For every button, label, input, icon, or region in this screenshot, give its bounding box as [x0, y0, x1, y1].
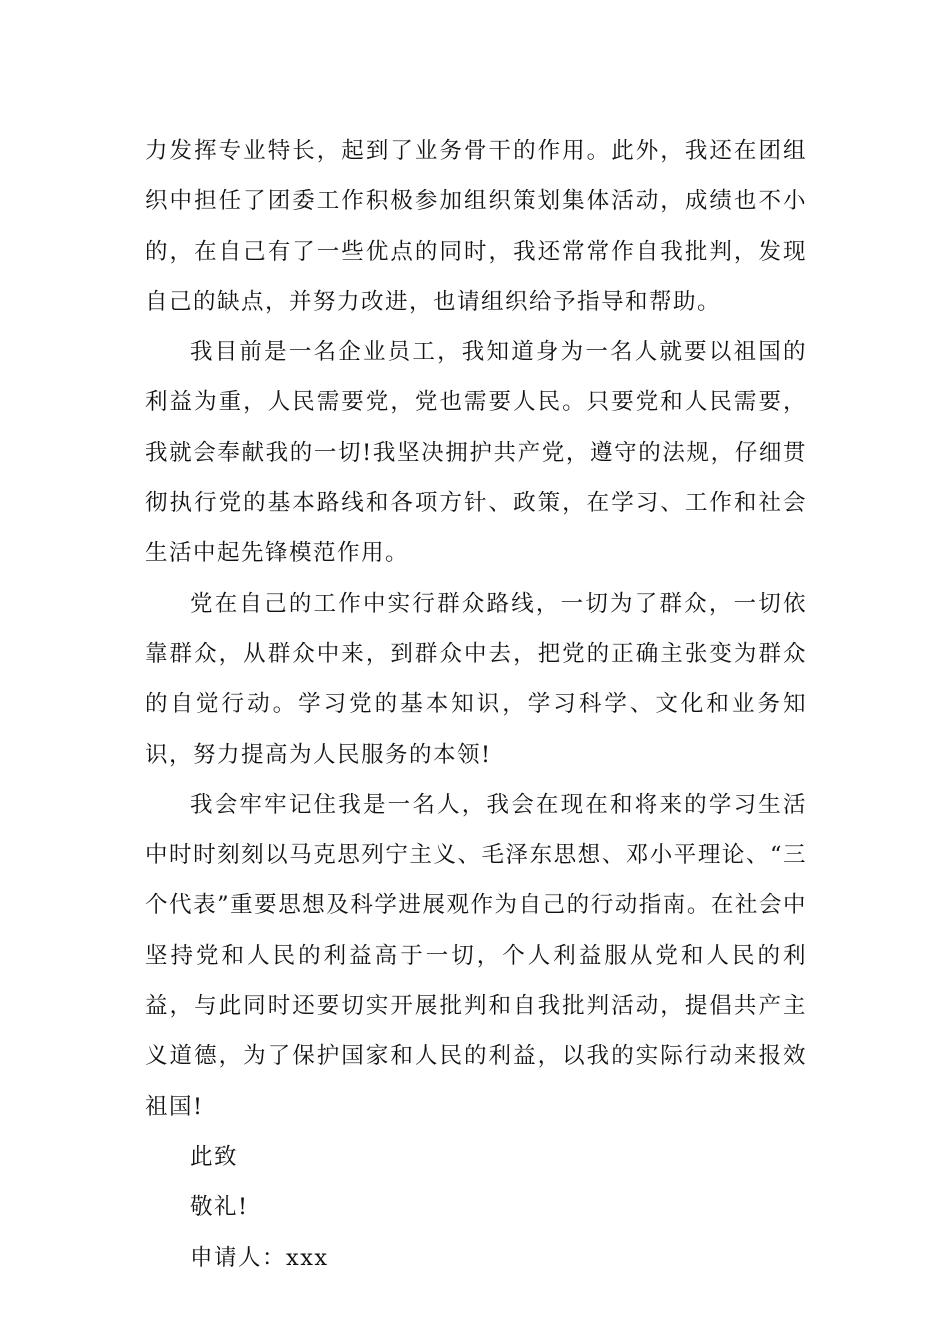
paragraph-3: 党在自己的工作中实行群众路线，一切为了群众，一切依靠群众，从群众中来，到群众中去，把党的正确主张变为群众的自觉行动。学习党的基本知识，学习科学、文化和业务知识，努力提高为人民服务的本领!	[145, 590, 807, 768]
paragraph-4: 我会牢牢记住我是一名人，我会在现在和将来的学习生活中时时刻刻以马克思列宁主义、毛泽东思想、邓小平理论、“三个代表”重要思想及科学进展观作为自己的行动指南。在社会中坚持党和人民的利益高于一切，个人利益服从党和人民的利益，与此同时还要切实开展批判和自我批判活动，提倡共产主义道德，为了保护国家和人民的利益，以我的实际行动来报效祖国!	[145, 791, 807, 1120]
paragraph-1: 力发挥专业特长，起到了业务骨干的作用。此外，我还在团组织中担任了团委工作积极参加组织策划集体活动，成绩也不小的，在自己有了一些优点的同时，我还常常作自我批判，发现自己的缺点，并努力改进，也请组织给予指导和帮助。	[145, 138, 807, 315]
letter-body	[145, 126, 807, 1283]
signature-line: 申请人：xxx	[190, 1244, 329, 1271]
salute-line: 敬礼!	[190, 1194, 249, 1221]
paragraph-2: 我目前是一名企业员工，我知道身为一名人就要以祖国的利益为重，人民需要党，党也需要人民。只要党和人民需要，我就会奉献我的一切!我坚决拥护共产党，遵守的法规，仔细贯彻执行党的基本路线和各项方针、政策，在学习、工作和社会生活中起先锋模范作用。	[145, 339, 807, 567]
closing-line: 此致	[190, 1143, 239, 1170]
